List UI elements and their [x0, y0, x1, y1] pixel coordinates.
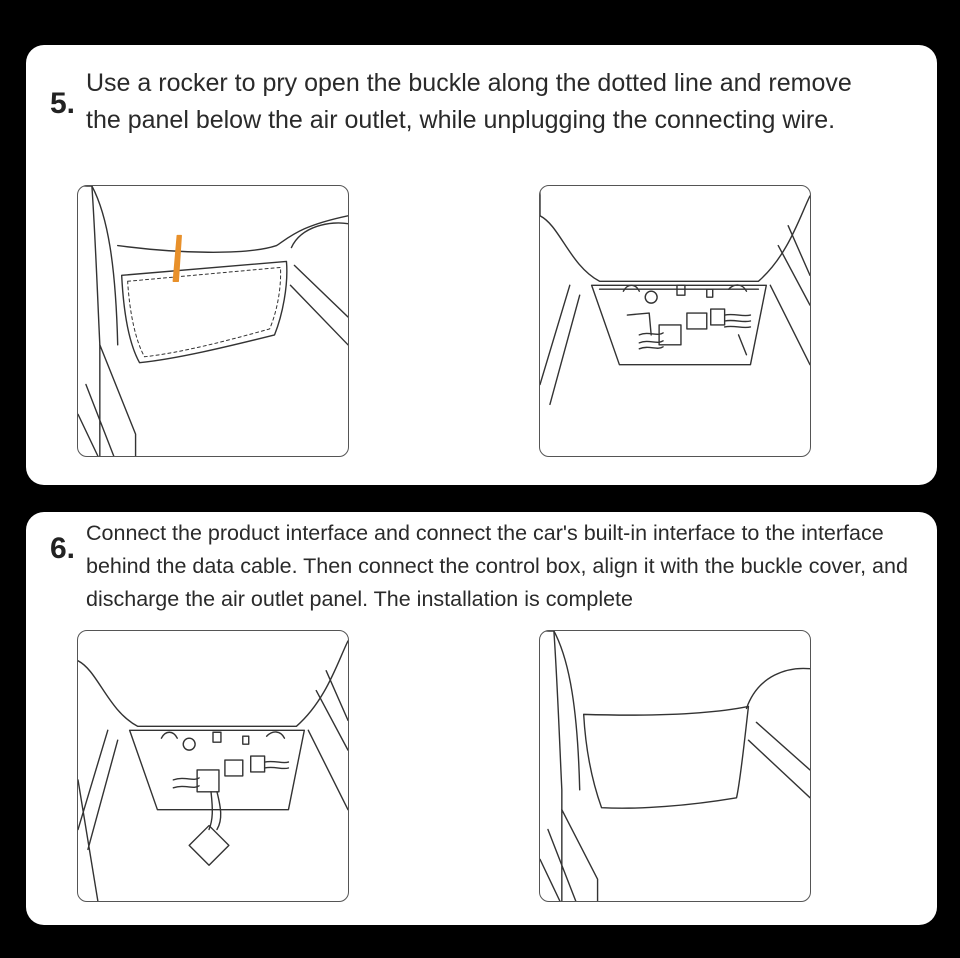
- illustration-pry-panel: [77, 185, 349, 457]
- step-6-card: [26, 512, 937, 925]
- step-description: Use a rocker to pry open the buckle along the dotted line and remove the panel below the air outlet, while unplugging the connecting wire.: [86, 69, 852, 134]
- step-description: Connect the product interface and connect the car's built-in interface to the interface behind the data cable. Then connect the control box, align it with the buckle cover, and discharge the air outlet panel. The installation is complete: [86, 521, 908, 611]
- illustration-panel-removed: [539, 185, 811, 457]
- step-number: 5.: [50, 87, 76, 120]
- step-5-card: [26, 45, 937, 485]
- step-number: 6.: [50, 532, 76, 565]
- illustration-connect-control-box: [77, 630, 349, 902]
- illustration-panel-installed: [539, 630, 811, 902]
